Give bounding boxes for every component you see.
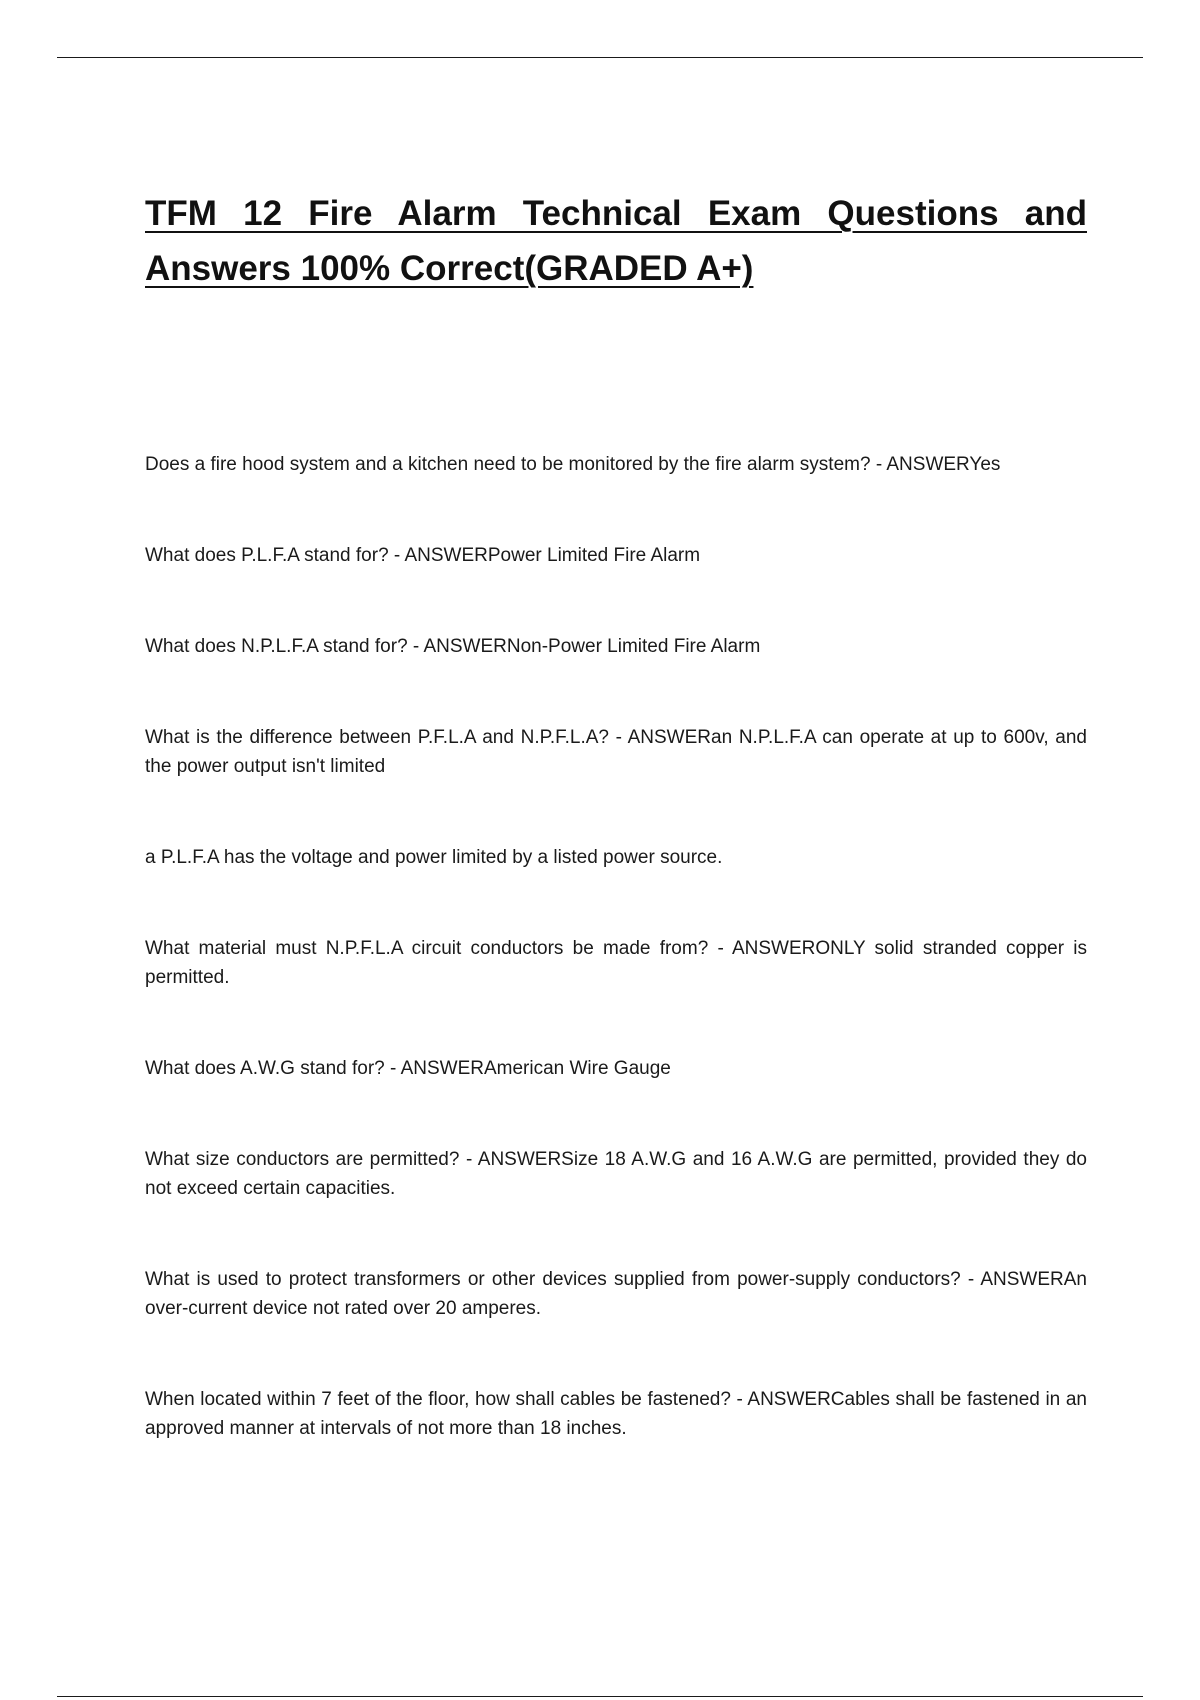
document-title: TFM 12 Fire Alarm Technical Exam Questions and Answers 100% Correct(GRADED A+): [145, 194, 1087, 288]
footer-rule: [57, 1696, 1143, 1697]
qa-paragraph: What size conductors are permitted? - ANSWERSize 18 A.W.G and 16 A.W.G are permitted, provided they do not exceed certain capacities.: [145, 1149, 1087, 1199]
qa-list: [145, 450, 1087, 1443]
qa-paragraph: What is used to protect transformers or other devices supplied from power-supply conductors? - ANSWERAn over-current device not rated over 20 amperes.: [145, 1269, 1087, 1319]
header-rule: [57, 57, 1143, 58]
qa-paragraph: What does A.W.G stand for? - ANSWERAmerican Wire Gauge: [145, 1058, 671, 1079]
qa-paragraph: Does a fire hood system and a kitchen need to be monitored by the fire alarm system? - ANSWERYes: [145, 454, 1001, 475]
qa-paragraph: What material must N.P.F.L.A circuit conductors be made from? - ANSWERONLY solid stranded copper is permitted.: [145, 938, 1087, 988]
qa-paragraph: a P.L.F.A has the voltage and power limited by a listed power source.: [145, 847, 723, 868]
qa-paragraph: When located within 7 feet of the floor, how shall cables be fastened? - ANSWERCables shall be fastened in an approved manner at intervals of not more than 18 inches.: [145, 1389, 1087, 1439]
qa-paragraph: What does P.L.F.A stand for? - ANSWERPower Limited Fire Alarm: [145, 545, 701, 566]
qa-paragraph: What does N.P.L.F.A stand for? - ANSWERNon-Power Limited Fire Alarm: [145, 636, 761, 657]
qa-paragraph: What is the difference between P.F.L.A and N.P.F.L.A? - ANSWERan N.P.L.F.A can operate at up to 600v, and the power output isn't limited: [145, 727, 1087, 777]
